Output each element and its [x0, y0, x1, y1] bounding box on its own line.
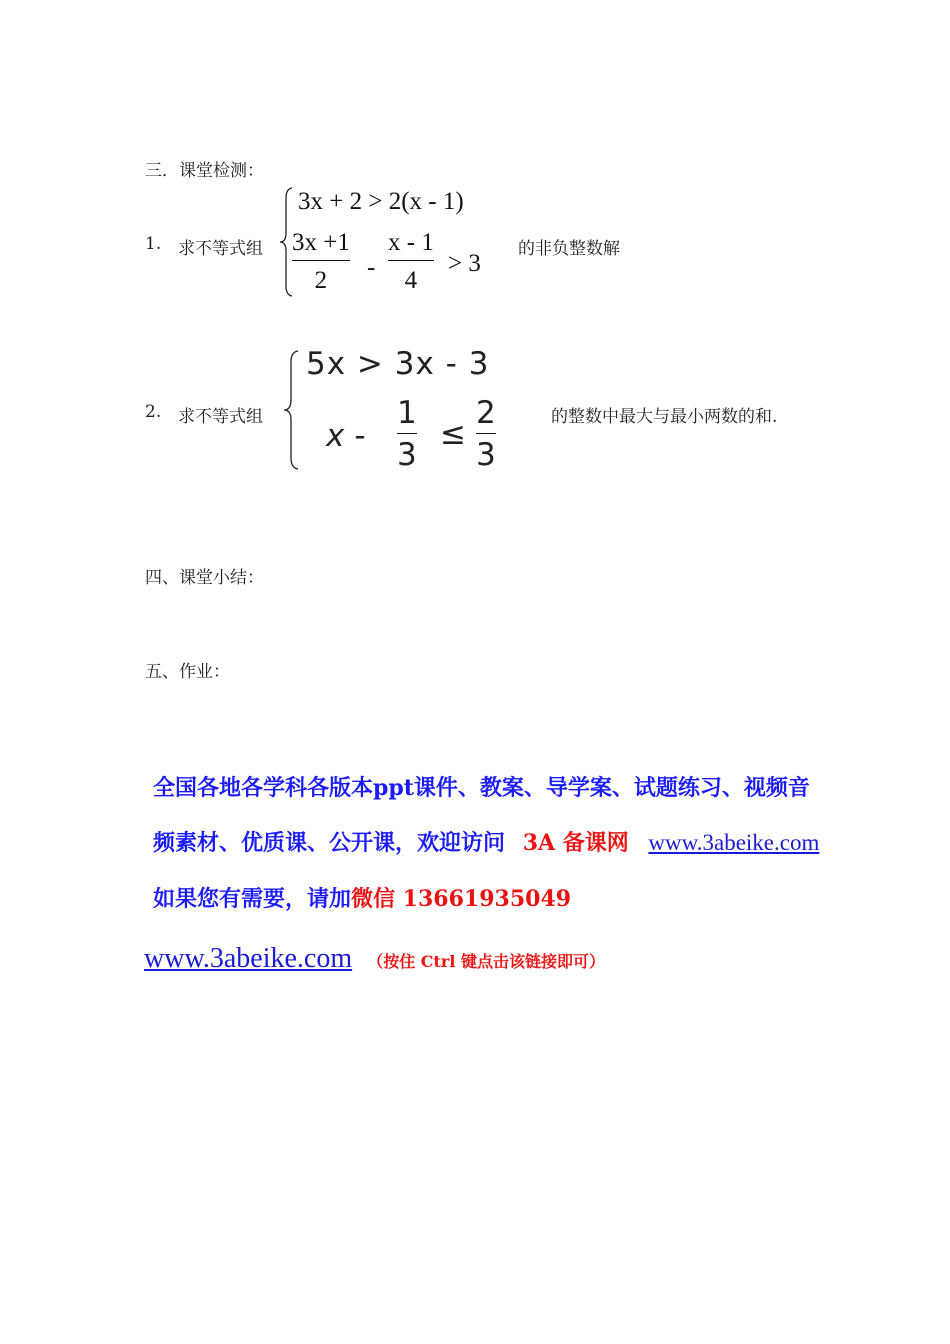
problem2-var: x - — [326, 418, 366, 454]
promo-wechat: 微信 13661935049 — [351, 886, 572, 912]
problem1-frac1-num: 3x +1 — [292, 229, 350, 256]
footer-url-link[interactable]: www.3abeike.com — [144, 943, 353, 974]
problem1-fraction-2 — [388, 230, 434, 293]
problem1-minus: - — [367, 254, 376, 281]
promo-line-2-text: 频素材、优质课、公开课，欢迎访问 — [153, 830, 506, 856]
problem2-frac2-num: 2 — [476, 395, 496, 431]
promo-brand: 3A 备课网 — [522, 830, 629, 856]
problem2-frac1-den: 3 — [397, 437, 417, 473]
fraction-bar — [476, 433, 496, 434]
promo-line-3 — [153, 882, 571, 913]
promo-url-link[interactable]: www.3abeike.com — [648, 830, 820, 855]
problem2-fraction-1 — [397, 395, 417, 473]
footer-hint: （按住 Ctrl 键点击该链接即可） — [367, 952, 605, 971]
problem2-suffix: 的整数中最大与最小两数的和. — [551, 407, 778, 427]
fraction-bar — [292, 260, 350, 261]
footer-line — [144, 943, 605, 975]
problem2-frac1-num: 1 — [397, 395, 417, 431]
problem2-leq: ≤ — [440, 416, 466, 452]
problem2-fraction-2 — [476, 395, 496, 473]
section-homework-heading: 五、作业： — [145, 662, 230, 682]
problem1-prefix: 求不等式组 — [178, 239, 263, 259]
problem2-line1: 5x > 3x - 3 — [306, 346, 490, 382]
problem1-line1: 3x + 2 > 2(x - 1) — [298, 188, 464, 215]
problem1-number: 1. — [145, 234, 162, 254]
promo-line-3-text: 如果您有需要，请加 — [153, 886, 352, 912]
section-test-heading: 三．课堂检测： — [145, 161, 264, 181]
problem2-brace — [283, 349, 301, 471]
problem1-frac2-den: 4 — [404, 267, 418, 294]
problem2-number: 2. — [145, 402, 162, 422]
fraction-bar — [397, 433, 417, 434]
problem2-frac2-den: 3 — [476, 437, 496, 473]
problem1-rhs: > 3 — [448, 250, 481, 277]
section-summary-heading: 四、课堂小结： — [145, 568, 264, 588]
problem1-frac1-den: 2 — [314, 267, 328, 294]
problem2-prefix: 求不等式组 — [178, 407, 263, 427]
fraction-bar — [388, 260, 434, 261]
problem1-frac2-num: x - 1 — [388, 229, 434, 256]
promo-line-1: 全国各地各学科各版本ppt课件、教案、导学案、试题练习、视频音 — [153, 775, 810, 801]
problem1-fraction-1 — [292, 230, 350, 293]
problem1-suffix: 的非负整数解 — [518, 239, 620, 259]
promo-line-2 — [153, 826, 819, 857]
